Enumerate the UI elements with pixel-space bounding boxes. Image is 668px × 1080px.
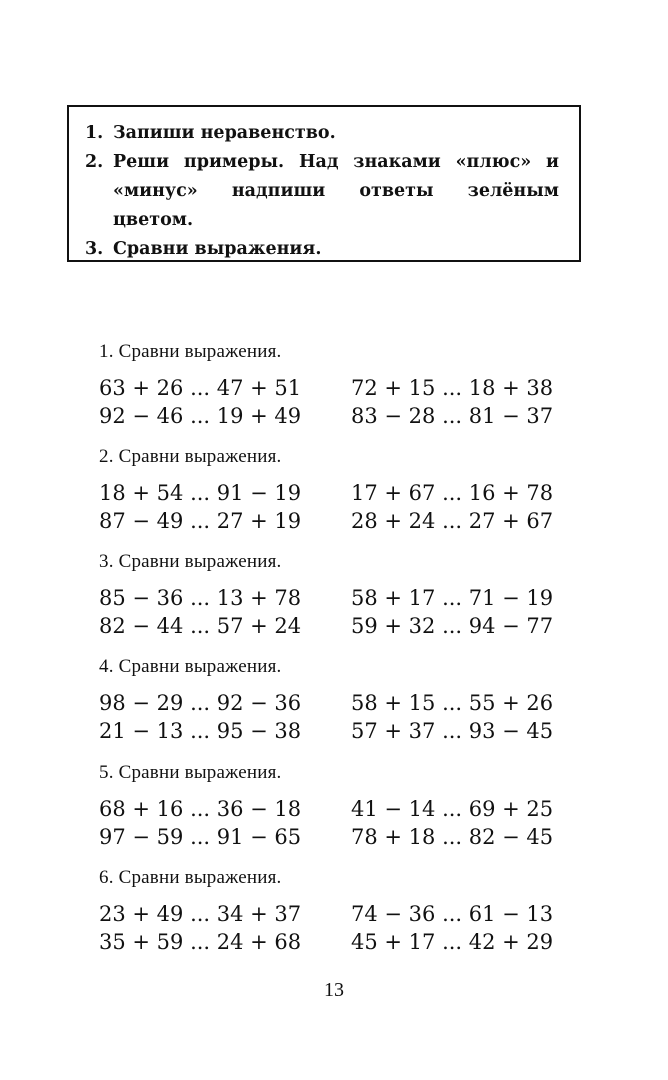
comparison-expression: 72 + 15 ... 18 + 38	[351, 376, 554, 400]
comparison-expression: 74 − 36 ... 61 − 13	[351, 902, 554, 926]
comparison-expression: 17 + 67 ... 16 + 78	[351, 481, 554, 505]
task-3	[99, 550, 569, 640]
task-expressions	[99, 795, 569, 851]
task-title: 5. Сравни выражения.	[99, 762, 282, 783]
task-expressions	[99, 479, 569, 535]
comparison-expression: 63 + 26 ... 47 + 51	[99, 376, 302, 400]
comparison-expression: 59 + 32 ... 94 − 77	[351, 614, 554, 638]
comparison-expression: 21 − 13 ... 95 − 38	[99, 719, 302, 743]
instruction-number: 2.	[85, 152, 104, 172]
instruction-item	[85, 148, 559, 235]
comparison-expression: 92 − 46 ... 19 + 49	[99, 404, 302, 428]
comparison-expression: 78 + 18 ... 82 − 45	[351, 825, 554, 849]
comparison-expression: 28 + 24 ... 27 + 67	[351, 509, 554, 533]
comparison-expression: 57 + 37 ... 93 − 45	[351, 719, 554, 743]
instruction-text: Реши примеры. Над знаками «плюс» и «минус» надпиши ответы зелёным цветом.	[113, 152, 559, 230]
instruction-text: Запиши неравенство.	[113, 123, 336, 143]
task-6	[99, 866, 569, 956]
instructions-box	[67, 105, 581, 262]
instruction-item	[85, 235, 559, 264]
comparison-expression: 68 + 16 ... 36 − 18	[99, 797, 302, 821]
task-2	[99, 445, 569, 535]
task-expressions	[99, 374, 569, 430]
instruction-number: 3.	[85, 239, 104, 259]
instruction-text: Сравни выражения.	[113, 239, 322, 259]
comparison-expression: 41 − 14 ... 69 + 25	[351, 797, 554, 821]
task-title: 3. Сравни выражения.	[99, 551, 282, 572]
task-title: 2. Сравни выражения.	[99, 446, 282, 467]
instruction-number: 1.	[85, 123, 104, 143]
task-title: 6. Сравни выражения.	[99, 867, 282, 888]
task-5	[99, 761, 569, 851]
comparison-expression: 23 + 49 ... 34 + 37	[99, 902, 302, 926]
task-4	[99, 655, 569, 745]
page-number: 13	[324, 979, 344, 1001]
comparison-expression: 58 + 15 ... 55 + 26	[351, 691, 554, 715]
comparison-expression: 98 − 29 ... 92 − 36	[99, 691, 302, 715]
comparison-expression: 18 + 54 ... 91 − 19	[99, 481, 302, 505]
task-title: 1. Сравни выражения.	[99, 341, 282, 362]
comparison-expression: 87 − 49 ... 27 + 19	[99, 509, 302, 533]
task-expressions	[99, 584, 569, 640]
comparison-expression: 58 + 17 ... 71 − 19	[351, 586, 554, 610]
instruction-item	[85, 119, 559, 148]
comparison-expression: 97 − 59 ... 91 − 65	[99, 825, 302, 849]
task-expressions	[99, 689, 569, 745]
comparison-expression: 85 − 36 ... 13 + 78	[99, 586, 302, 610]
comparison-expression: 35 + 59 ... 24 + 68	[99, 930, 302, 954]
comparison-expression: 82 − 44 ... 57 + 24	[99, 614, 302, 638]
task-1	[99, 340, 569, 430]
task-title: 4. Сравни выражения.	[99, 656, 282, 677]
task-expressions	[99, 900, 569, 956]
comparison-expression: 83 − 28 ... 81 − 37	[351, 404, 554, 428]
comparison-expression: 45 + 17 ... 42 + 29	[351, 930, 554, 954]
